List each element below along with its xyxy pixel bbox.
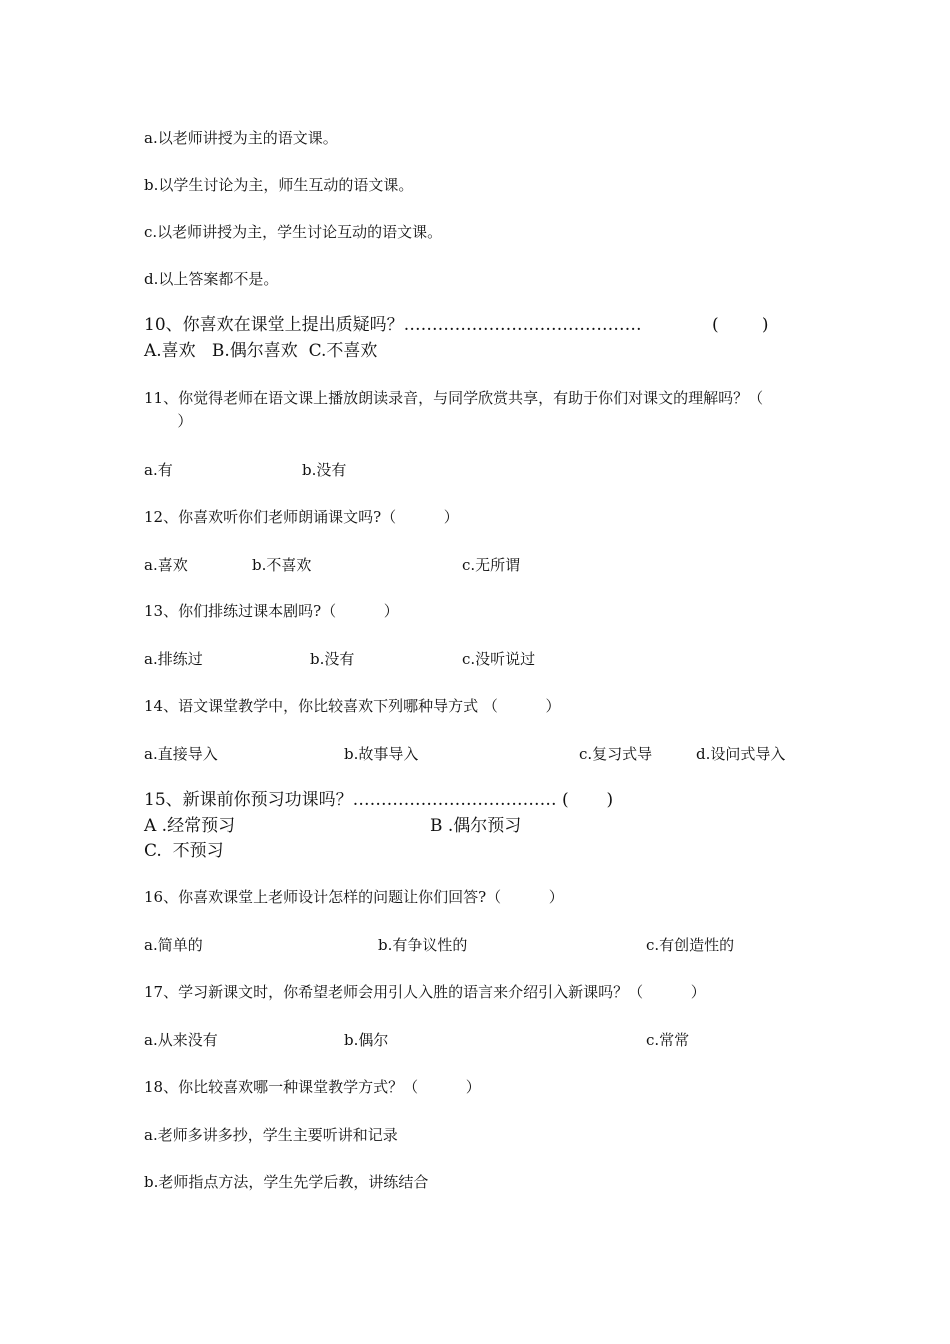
q12-option-b: b.不喜欢: [252, 556, 312, 574]
q10-options: A.喜欢 B.偶尔喜欢 C.不喜欢: [144, 341, 378, 361]
q17-question: 17、学习新课文时，你希望老师会用引人入胜的语言来介绍引入新课吗？（ ）: [144, 983, 706, 1001]
q13-question: 13、你们排练过课本剧吗?（ ）: [144, 602, 399, 620]
q9-option-b: b.以学生讨论为主，师生互动的语文课。: [144, 176, 414, 194]
q11-question: 11、你觉得老师在语文课上播放朗读录音，与同学欣赏共享，有助于你们对课文的理解吗？（: [144, 389, 764, 407]
q11-option-b: b.没有: [302, 461, 347, 479]
q10-question: 10、你喜欢在课堂上提出质疑吗？……………………………………: [144, 315, 642, 335]
q9-option-a: a.以老师讲授为主的语文课。: [144, 129, 338, 147]
q17-option-c: c.常常: [646, 1031, 690, 1049]
q16-option-a: a.简单的: [144, 936, 203, 954]
q18-option-a: a.老师多讲多抄，学生主要听讲和记录: [144, 1126, 398, 1144]
q12-question: 12、你喜欢听你们老师朗诵课文吗?（ ）: [144, 508, 459, 526]
q14-option-a: a.直接导入: [144, 745, 218, 763]
q13-option-b: b.没有: [310, 650, 355, 668]
q11-question-cont: ）: [144, 412, 193, 430]
q14-option-d: d.设问式导入: [696, 745, 786, 763]
q10-answer-paren: ( ): [712, 315, 769, 335]
q16-question: 16、你喜欢课堂上老师设计怎样的问题让你们回答?（ ）: [144, 888, 564, 906]
q9-option-d: d.以上答案都不是。: [144, 270, 279, 288]
q14-option-b: b.故事导入: [344, 745, 419, 763]
q16-option-c: c.有创造性的: [646, 936, 735, 954]
q15-option-b: B .偶尔预习: [430, 816, 522, 836]
q15-question: 15、新课前你预习功课吗？……………………………… ( ): [144, 790, 614, 810]
q11-option-a: a.有: [144, 461, 173, 479]
q18-question: 18、你比较喜欢哪一种课堂教学方式？（ ）: [144, 1078, 481, 1096]
q12-option-c: c.无所谓: [462, 556, 521, 574]
q12-option-a: a.喜欢: [144, 556, 188, 574]
q16-option-b: b.有争议性的: [378, 936, 468, 954]
q17-option-a: a.从来没有: [144, 1031, 218, 1049]
q13-option-c: c.没听说过: [462, 650, 536, 668]
q13-option-a: a.排练过: [144, 650, 203, 668]
q9-option-c: c.以老师讲授为主，学生讨论互动的语文课。: [144, 223, 443, 241]
q18-option-b: b.老师指点方法，学生先学后教，讲练结合: [144, 1173, 429, 1191]
q15-option-a: A .经常预习: [144, 816, 236, 836]
q14-option-c: c.复习式导: [579, 745, 653, 763]
q15-option-c: C. 不预习: [144, 841, 224, 861]
q14-question: 14、语文课堂教学中，你比较喜欢下列哪种导方式 （ ）: [144, 697, 561, 715]
q17-option-b: b.偶尔: [344, 1031, 389, 1049]
